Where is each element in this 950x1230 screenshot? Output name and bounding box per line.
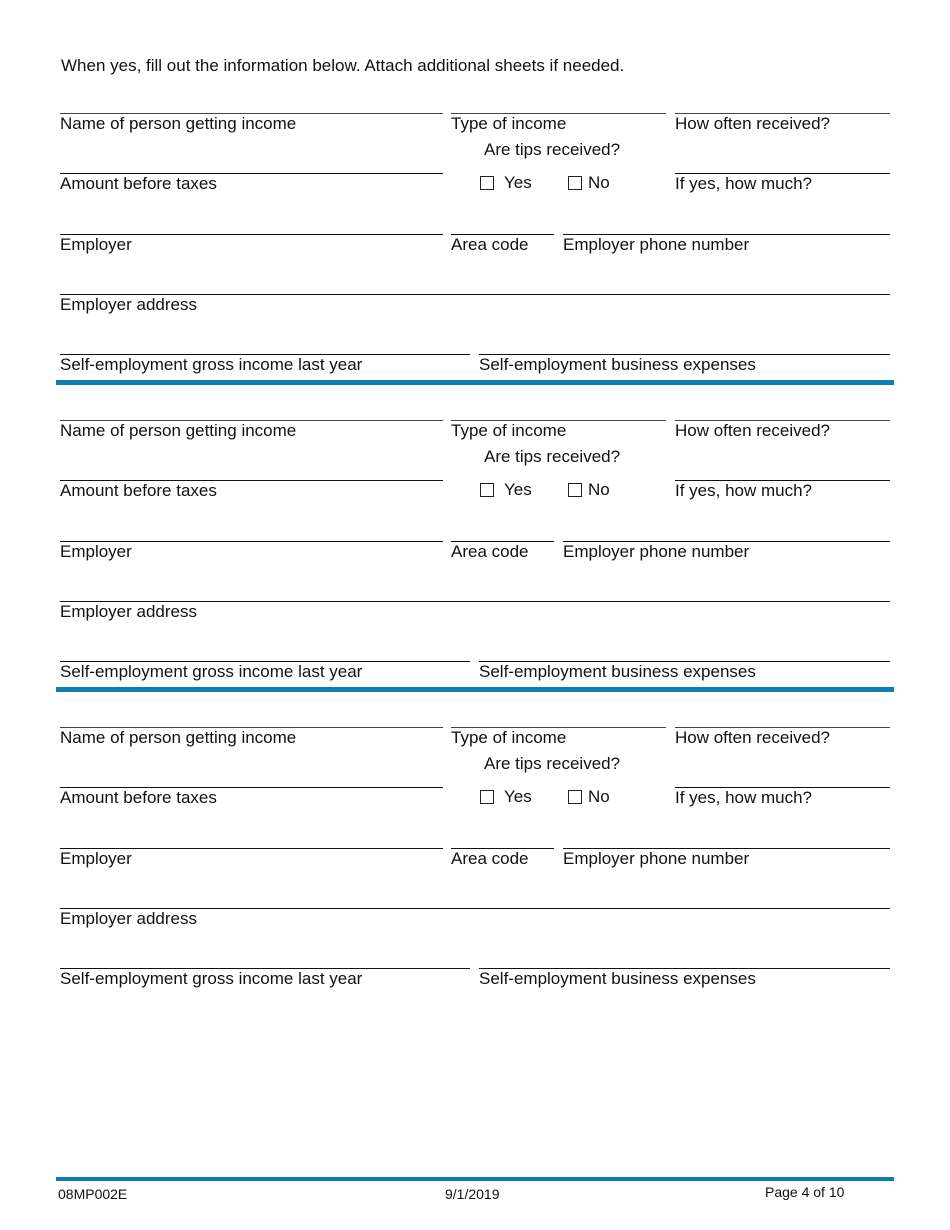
area-code-field[interactable] [451, 848, 554, 868]
income-type-label: Type of income [451, 114, 567, 133]
self-employment-gross-label: Self-employment gross income last year [60, 355, 363, 374]
income-section [0, 420, 950, 720]
tips-no-label: No [588, 173, 610, 192]
person-name-label: Name of person getting income [60, 114, 297, 133]
tips-yes-label: Yes [504, 787, 532, 806]
tips-amount-field[interactable] [675, 787, 890, 807]
amount-before-taxes-field[interactable] [60, 173, 443, 193]
person-name-field[interactable] [60, 727, 443, 747]
employer-phone-field[interactable] [563, 234, 890, 254]
tips-amount-label: If yes, how much? [675, 481, 813, 500]
frequency-label: How often received? [675, 114, 830, 133]
self-employment-expenses-field[interactable] [479, 661, 890, 681]
employer-address-field[interactable] [60, 908, 890, 928]
employer-field[interactable] [60, 848, 443, 868]
tips-no-checkbox[interactable] [568, 787, 610, 807]
tips-yes-label: Yes [504, 480, 532, 499]
tips-yes-checkbox[interactable] [480, 787, 532, 807]
employer-phone-field[interactable] [563, 848, 890, 868]
self-employment-expenses-label: Self-employment business expenses [479, 662, 756, 681]
footer-divider [56, 1177, 894, 1181]
tips-amount-field[interactable] [675, 173, 890, 193]
employer-address-field[interactable] [60, 601, 890, 621]
form-id: 08MP002E [58, 1186, 128, 1202]
self-employment-expenses-label: Self-employment business expenses [479, 969, 756, 988]
tips-amount-label: If yes, how much? [675, 174, 813, 193]
checkbox-icon [480, 790, 494, 804]
tips-no-checkbox[interactable] [568, 173, 610, 193]
self-employment-gross-label: Self-employment gross income last year [60, 969, 363, 988]
area-code-label: Area code [451, 849, 529, 868]
income-type-field[interactable] [451, 113, 666, 133]
frequency-label: How often received? [675, 421, 830, 440]
tips-question: Are tips received? [484, 140, 621, 159]
tips-yes-checkbox[interactable] [480, 173, 532, 193]
employer-address-label: Employer address [60, 909, 198, 928]
instructions-text: When yes, fill out the information below. Attach additional sheets if needed. [61, 56, 625, 75]
area-code-field[interactable] [451, 541, 554, 561]
income-type-label: Type of income [451, 728, 567, 747]
amount-before-taxes-field[interactable] [60, 787, 443, 807]
person-name-field[interactable] [60, 420, 443, 440]
person-name-label: Name of person getting income [60, 728, 297, 747]
tips-yes-checkbox[interactable] [480, 480, 532, 500]
employer-phone-label: Employer phone number [563, 235, 750, 254]
income-type-field[interactable] [451, 420, 666, 440]
tips-question: Are tips received? [484, 754, 621, 773]
self-employment-gross-field[interactable] [60, 354, 470, 374]
checkbox-icon [568, 483, 582, 497]
employer-field[interactable] [60, 541, 443, 561]
amount-before-taxes-field[interactable] [60, 480, 443, 500]
amount-before-taxes-label: Amount before taxes [60, 174, 217, 193]
frequency-label: How often received? [675, 728, 830, 747]
tips-no-label: No [588, 787, 610, 806]
self-employment-gross-label: Self-employment gross income last year [60, 662, 363, 681]
employer-phone-label: Employer phone number [563, 849, 750, 868]
income-type-field[interactable] [451, 727, 666, 747]
income-section [0, 113, 950, 413]
tips-no-checkbox[interactable] [568, 480, 610, 500]
self-employment-gross-field[interactable] [60, 968, 470, 988]
employer-label: Employer [60, 235, 132, 254]
section-divider [56, 380, 894, 385]
form-date: 9/1/2019 [445, 1186, 500, 1202]
checkbox-icon [568, 176, 582, 190]
income-type-label: Type of income [451, 421, 567, 440]
self-employment-gross-field[interactable] [60, 661, 470, 681]
tips-yes-label: Yes [504, 173, 532, 192]
area-code-label: Area code [451, 235, 529, 254]
area-code-label: Area code [451, 542, 529, 561]
tips-amount-field[interactable] [675, 480, 890, 500]
frequency-field[interactable] [675, 113, 890, 133]
checkbox-icon [568, 790, 582, 804]
checkbox-icon [480, 483, 494, 497]
tips-no-label: No [588, 480, 610, 499]
self-employment-expenses-field[interactable] [479, 354, 890, 374]
employer-address-label: Employer address [60, 602, 198, 621]
amount-before-taxes-label: Amount before taxes [60, 788, 217, 807]
employer-field[interactable] [60, 234, 443, 254]
checkbox-icon [480, 176, 494, 190]
area-code-field[interactable] [451, 234, 554, 254]
tips-amount-label: If yes, how much? [675, 788, 813, 807]
tips-question: Are tips received? [484, 447, 621, 466]
section-divider [56, 687, 894, 692]
self-employment-expenses-label: Self-employment business expenses [479, 355, 756, 374]
frequency-field[interactable] [675, 420, 890, 440]
employer-phone-label: Employer phone number [563, 542, 750, 561]
employer-address-field[interactable] [60, 294, 890, 314]
person-name-label: Name of person getting income [60, 421, 297, 440]
employer-phone-field[interactable] [563, 541, 890, 561]
person-name-field[interactable] [60, 113, 443, 133]
self-employment-expenses-field[interactable] [479, 968, 890, 988]
page-number: Page 4 of 10 [765, 1184, 845, 1200]
employer-label: Employer [60, 542, 132, 561]
employer-label: Employer [60, 849, 132, 868]
frequency-field[interactable] [675, 727, 890, 747]
employer-address-label: Employer address [60, 295, 198, 314]
amount-before-taxes-label: Amount before taxes [60, 481, 217, 500]
income-section [0, 727, 950, 1027]
